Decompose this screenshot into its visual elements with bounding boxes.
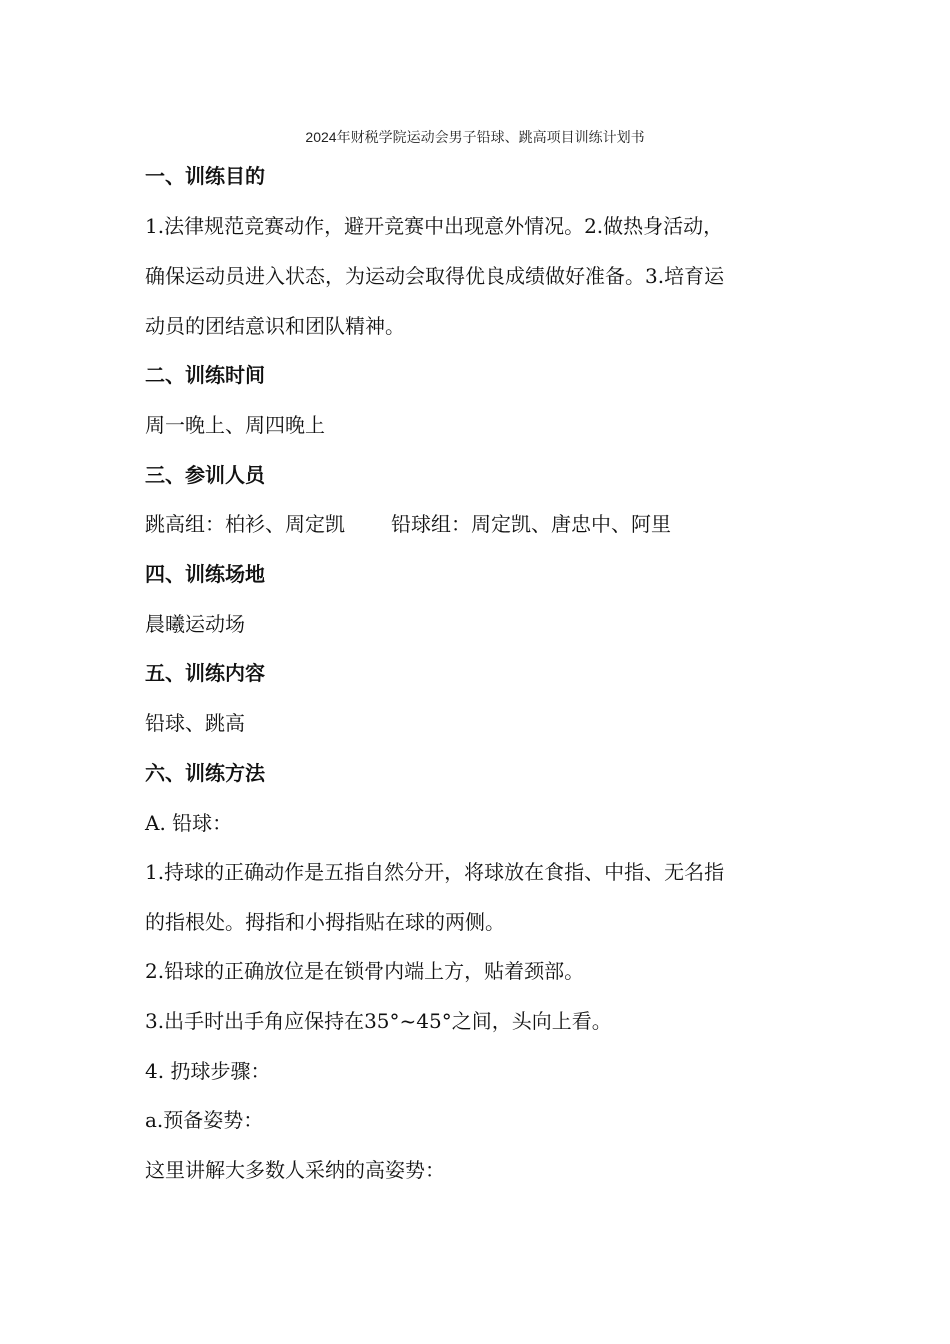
participants-line xyxy=(145,510,825,538)
method-line-5: 4. 扔球步骤： xyxy=(145,1059,271,1083)
method-line-2: 的指根处。拇指和小拇指贴在球的两侧。 xyxy=(145,910,505,934)
purpose-line-1: 1.法律规范竞赛动作，避开竞赛中出现意外情况。2.做热身活动， xyxy=(145,214,724,238)
document-title: 2024年财税学院运动会男子铅球、跳高项目训练计划书 xyxy=(305,129,645,145)
method-line-7: 这里讲解大多数人采纳的高姿势： xyxy=(145,1158,445,1182)
method-line-6: a.预备姿势： xyxy=(145,1108,264,1132)
section-heading-venue: 四、训练场地 xyxy=(145,562,265,586)
content-text: 铅球、跳高 xyxy=(145,711,245,735)
purpose-line-2: 确保运动员进入状态，为运动会取得优良成绩做好准备。3.培育运 xyxy=(145,264,725,288)
method-line-4: 3.出手时出手角应保持在35°~45°之间，头向上看。 xyxy=(145,1009,612,1033)
section-heading-time: 二、训练时间 xyxy=(145,363,265,387)
section-heading-content: 五、训练内容 xyxy=(145,661,265,685)
high-jump-group: 跳高组：柏衫、周定凯 xyxy=(145,512,345,536)
purpose-line-3: 动员的团结意识和团队精神。 xyxy=(145,314,405,338)
method-line-3: 2.铅球的正确放位是在锁骨内端上方，贴着颈部。 xyxy=(145,959,585,983)
method-line-1: 1.持球的正确动作是五指自然分开，将球放在食指、中指、无名指 xyxy=(145,860,725,884)
section-heading-purpose: 一、训练目的 xyxy=(145,164,265,188)
shot-put-group: 铅球组：周定凯、唐忠中、阿里 xyxy=(391,512,671,536)
method-subheading: A. 铅球： xyxy=(145,811,233,835)
section-heading-participants: 三、参训人员 xyxy=(145,463,265,487)
venue-text: 晨曦运动场 xyxy=(145,612,245,636)
section-heading-method: 六、训练方法 xyxy=(145,761,265,785)
time-text: 周一晚上、周四晚上 xyxy=(145,413,325,437)
